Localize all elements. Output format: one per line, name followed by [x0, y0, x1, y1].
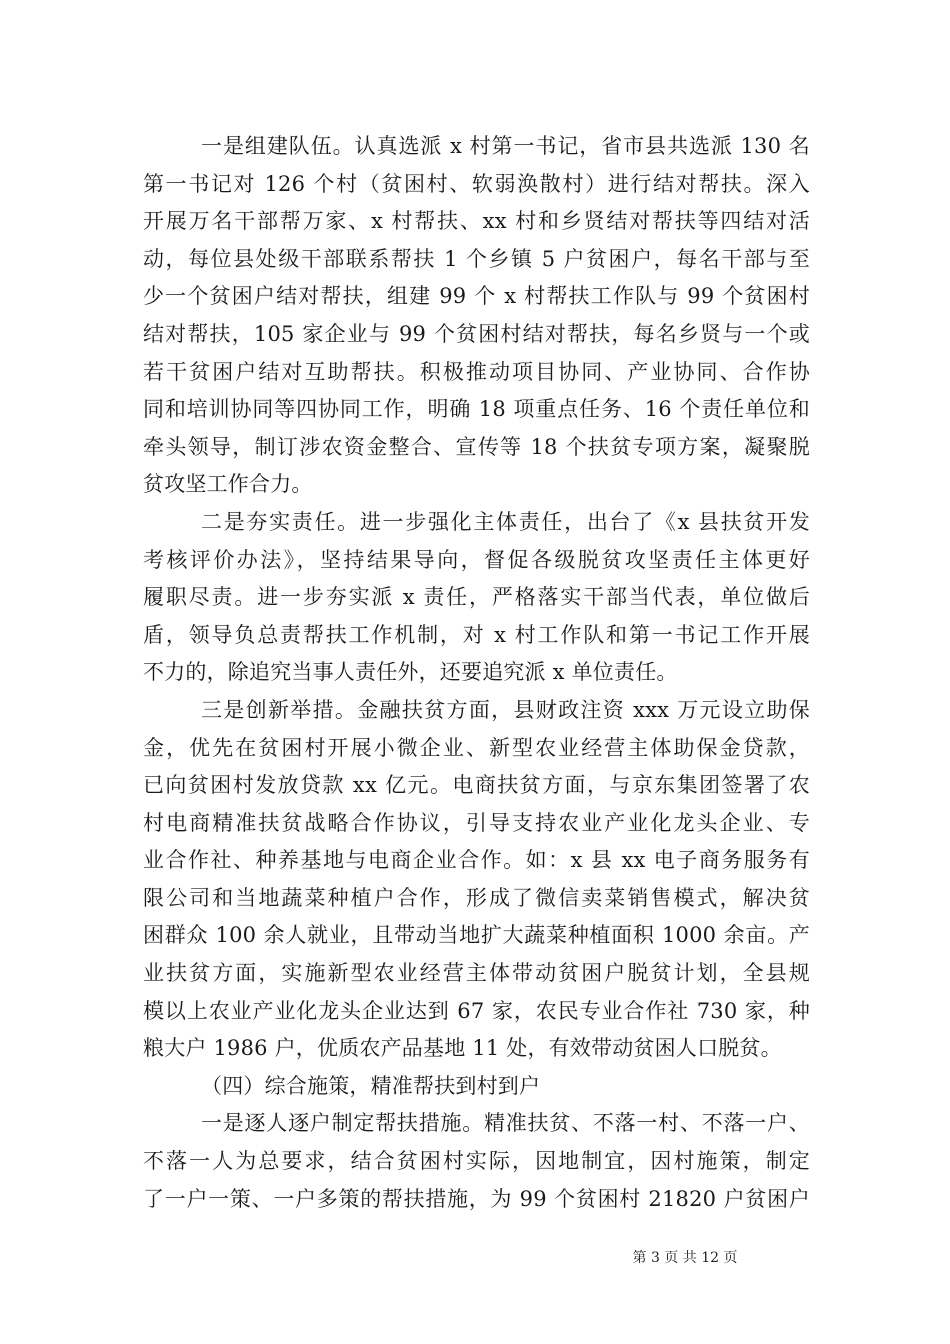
paragraph-line: 考核评价办法》，坚持结果导向，督促各级脱贫攻坚责任主体更好 [143, 547, 810, 572]
paragraph-line: 村电商精准扶贫战略合作协议，引导支持农业产业化龙头企业、专 [143, 810, 810, 835]
paragraph-line: 金，优先在贫困村开展小微企业、新型农业经营主体助保金贷款， [143, 735, 810, 760]
paragraph-line: 了一户一策、一户多策的帮扶措施，为 99 个贫困村 21820 户贫困户 [143, 1186, 810, 1211]
paragraph-line: 盾，领导负总责帮扶工作机制，对 x 村工作队和第一书记工作开展 [143, 622, 810, 647]
paragraph-line: 开展万名干部帮万家、x 村帮扶、xx 村和乡贤结对帮扶等四结对活 [143, 209, 810, 234]
page-footer [0, 1247, 950, 1267]
paragraph-line: 三是创新举措。金融扶贫方面，县财政注资 xxx 万元设立助保 [201, 697, 810, 722]
section-heading: （四）综合施策，精准帮扶到村到户 [201, 1073, 541, 1098]
paragraph-line: 粮大户 1986 户，优质农产品基地 11 处，有效带动贫困人口脱贫。 [143, 1036, 782, 1061]
page-number: 第 3 页 共 12 页 [632, 1250, 738, 1266]
paragraph-line: 第一书记对 126 个村（贫困村、软弱涣散村）进行结对帮扶。深入 [143, 171, 810, 196]
paragraph-line: 业合作社、种养基地与电商企业合作。如：x 县 xx 电子商务服务有 [143, 848, 810, 873]
paragraph-line: 业扶贫方面，实施新型农业经营主体带动贫困户脱贫计划，全县规 [143, 961, 810, 986]
paragraph-line: 同和培训协同等四协同工作，明确 18 项重点任务、16 个责任单位和 [143, 397, 810, 422]
document-body [143, 128, 810, 1218]
paragraph-line: 结对帮扶，105 家企业与 99 个贫困村结对帮扶，每名乡贤与一个或 [143, 321, 810, 346]
paragraph-line: 贫攻坚工作合力。 [143, 472, 313, 497]
paragraph-line: 二是夯实责任。进一步强化主体责任，出台了《x 县扶贫开发 [201, 509, 810, 534]
paragraph-line: 已向贫困村发放贷款 xx 亿元。电商扶贫方面，与京东集团签署了农 [143, 773, 810, 798]
paragraph-line: 模以上农业产业化龙头企业达到 67 家，农民专业合作社 730 家，种 [143, 998, 810, 1023]
paragraph-line: 履职尽责。进一步夯实派 x 责任，严格落实干部当代表，单位做后 [143, 585, 810, 610]
paragraph-line: 一是组建队伍。认真选派 x 村第一书记，省市县共选派 130 名 [201, 134, 810, 158]
paragraph-line: 困群众 100 余人就业，且带动当地扩大蔬菜种植面积 1000 余亩。产 [143, 923, 810, 948]
paragraph-line: 不力的，除追究当事人责任外，还要追究派 x 单位责任。 [143, 660, 678, 685]
paragraph-line: 若干贫困户结对互助帮扶。积极推动项目协同、产业协同、合作协 [143, 359, 810, 384]
paragraph-line: 限公司和当地蔬菜种植户合作，形成了微信卖菜销售模式，解决贫 [143, 885, 810, 910]
paragraph-line: 少一个贫困户结对帮扶，组建 99 个 x 村帮扶工作队与 99 个贫困村 [143, 284, 810, 309]
paragraph-line: 动，每位县处级干部联系帮扶 1 个乡镇 5 户贫困户，每名干部与至 [143, 246, 810, 271]
paragraph-line: 牵头领导，制订涉农资金整合、宣传等 18 个扶贫专项方案，凝聚脱 [143, 434, 810, 459]
paragraph-line: 一是逐人逐户制定帮扶措施。精准扶贫、不落一村、不落一户、 [201, 1111, 810, 1136]
paragraph-line: 不落一人为总要求，结合贫困村实际，因地制宜，因村施策，制定 [143, 1149, 810, 1174]
